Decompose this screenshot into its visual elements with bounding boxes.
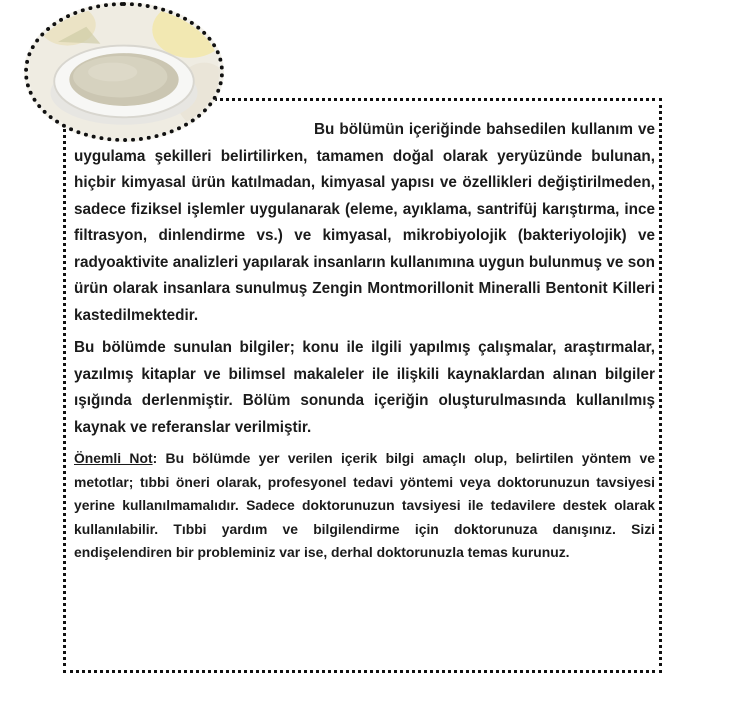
article-text	[74, 117, 655, 565]
clay-bowl-illustration	[28, 6, 220, 138]
note-text: Bu bölümde yer verilen içerik bilgi amaçlı olup, belirtilen yöntem ve metotlar; tıbbi öneri olarak, profesyonel tedavi yöntemi veya doktorunuzun tavsiyesi yerine kullanılmamalıdır. Sadece doktorunuzun tavsiyesi ile tedavilere destek olarak kullanılabilir. Tıbbi yardım ve bilgilendirme için doktorunuza danışınız. Sizi endişelendiren bir probleminiz var ise, derhal doktorunuzla temas kurunuz.	[74, 450, 655, 561]
note-colon: :	[152, 450, 158, 466]
sources-paragraph: Bu bölümde sunulan bilgiler; konu ile ilgili yapılmış çalışmalar, araştırmalar, yazılmış kitaplar ve bilimsel makaleler ile ilişkili kaynaklardan alınan bilgiler ışığında derlenmiştir. Bölüm sonunda içeriğin oluşturulmasında kullanılmış kaynak ve referanslar verilmiştir.	[74, 339, 655, 436]
important-note	[74, 447, 655, 565]
intro-paragraph: Bu bölümün içeriğinde bahsedilen kullanım ve uygulama şekilleri belirtilirken, tamamen doğal olarak yeryüzünde bulunan, hiçbir kimyasal ürün katılmadan, kimyasal yapısı ve özellikleri değiştirilmeden, sadece fiziksel işlemler uygulanarak (eleme, ayıklama, santrifüj karıştırma, ince filtrasyon, dinlendirme vs.) ve kimyasal, mikrobiyolojik (bakteriyolojik) ve radyoaktivite analizleri yapılarak insanların kullanımına uygun bulunmuş ve son ürün olarak insanlara sunulmuş Zengin Montmorillonit Mineralli Bentonit Killeri kastedilmektedir.	[74, 121, 655, 324]
note-label: Önemli Not	[74, 450, 153, 466]
clay-bowl-photo	[24, 2, 224, 142]
